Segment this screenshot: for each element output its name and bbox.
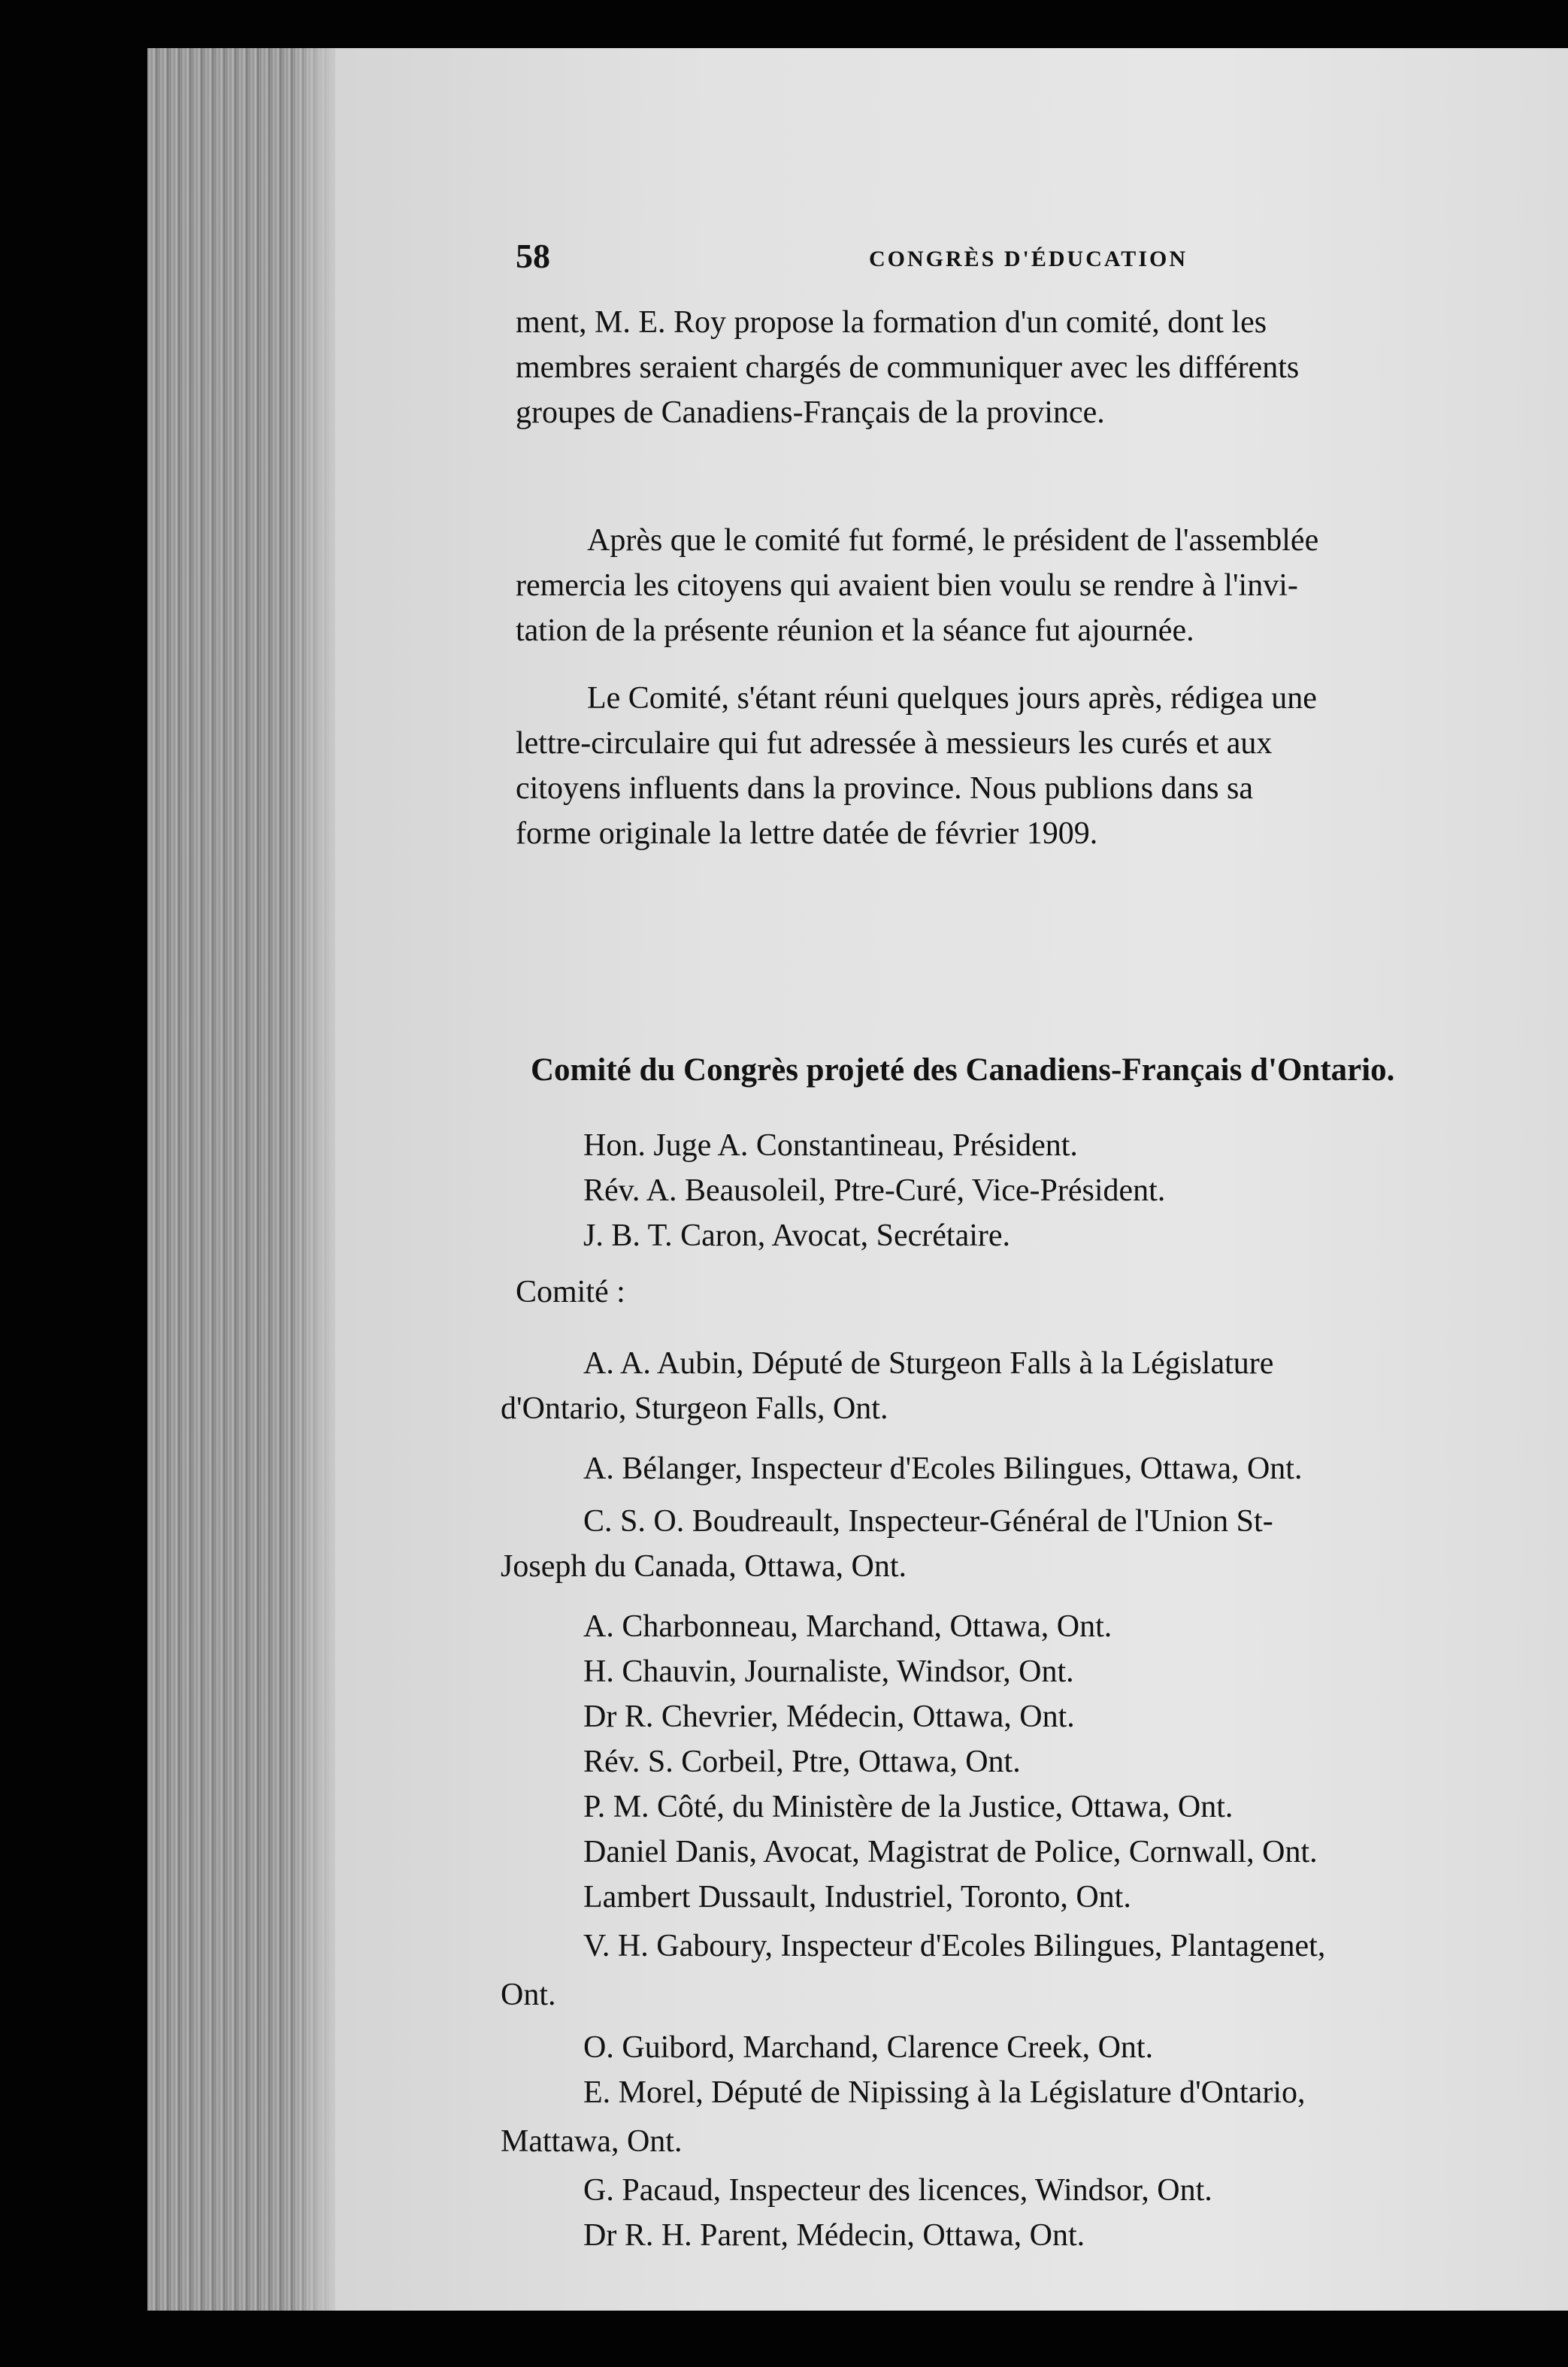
officer-line: J. B. T. Caron, Avocat, Secrétaire. [583,1218,1011,1253]
text-line: tation de la présente réunion et la séance fut ajournée. [516,613,1194,648]
member-line: Daniel Danis, Avocat, Magistrat de Police, Cornwall, Ont. [583,1835,1318,1869]
member-line: Mattawa, Ont. [501,2124,683,2159]
member-line: C. S. O. Boudreault, Inspecteur-Général de l'Union St- [583,1504,1273,1539]
paragraph-2 [516,518,1568,653]
running-title: CONGRÈS D'ÉDUCATION [869,247,1188,271]
text-line: Le Comité, s'étant réuni quelques jours après, rédigea une [587,681,1317,716]
member-line: E. Morel, Député de Nipissing à la Législature d'Ontario, [583,2075,1306,2110]
text-line: Après que le comité fut formé, le président de l'assemblée [587,523,1319,558]
member-line: d'Ontario, Sturgeon Falls, Ont. [501,1391,888,1426]
text-line: lettre-circulaire qui fut adressée à messieurs les curés et aux [516,726,1273,761]
text-line: citoyens influents dans la province. Nous publions dans sa [516,771,1254,806]
running-head [516,236,1568,281]
section-title: Comité du Congrès projeté des Canadiens-Français d'Ontario. [531,1052,1395,1088]
member-line: A. Bélanger, Inspecteur d'Ecoles Bilingues, Ottawa, Ont. [583,1451,1303,1486]
member-line: O. Guibord, Marchand, Clarence Creek, Ont. [583,2030,1154,2065]
text-line: groupes de Canadiens-Français de la province. [516,395,1105,430]
member-line: G. Pacaud, Inspecteur des licences, Windsor, Ont. [583,2173,1212,2208]
officer-line: Hon. Juge A. Constantineau, Président. [583,1128,1078,1163]
member-line: Dr R. Chevrier, Médecin, Ottawa, Ont. [583,1700,1075,1734]
officer-line: Rév. A. Beausoleil, Ptre-Curé, Vice-Président. [583,1173,1166,1208]
member-line: Dr R. H. Parent, Médecin, Ottawa, Ont. [583,2218,1085,2253]
text-line: forme originale la lettre datée de février 1909. [516,816,1098,851]
member-line: A. Charbonneau, Marchand, Ottawa, Ont. [583,1609,1112,1644]
page-number: 58 [516,237,550,275]
member-line: Ont. [501,1978,556,2012]
member-line: Lambert Dussault, Industriel, Toronto, Ont. [583,1880,1131,1914]
text-line: remercia les citoyens qui avaient bien voulu se rendre à l'invi- [516,568,1298,603]
paragraph-3 [516,676,1568,856]
text-line: ment, M. E. Roy propose la formation d'un comité, dont les [516,305,1267,340]
member-line: V. H. Gaboury, Inspecteur d'Ecoles Bilingues, Plantagenet, [583,1929,1326,1963]
text-line: membres seraient chargés de communiquer avec les différents [516,350,1300,385]
member-line: Rév. S. Corbeil, Ptre, Ottawa, Ont. [583,1745,1021,1779]
committee-label: Comité : [516,1275,625,1309]
book-page [147,48,1568,2311]
member-line: P. M. Côté, du Ministère de la Justice, Ottawa, Ont. [583,1790,1234,1824]
paragraph-1 [516,300,1568,435]
member-line: A. A. Aubin, Député de Sturgeon Falls à la Législature [583,1346,1274,1381]
page-edge-stack [147,48,335,2311]
member-line: Joseph du Canada, Ottawa, Ont. [501,1549,907,1584]
member-line: H. Chauvin, Journaliste, Windsor, Ont. [583,1654,1074,1689]
